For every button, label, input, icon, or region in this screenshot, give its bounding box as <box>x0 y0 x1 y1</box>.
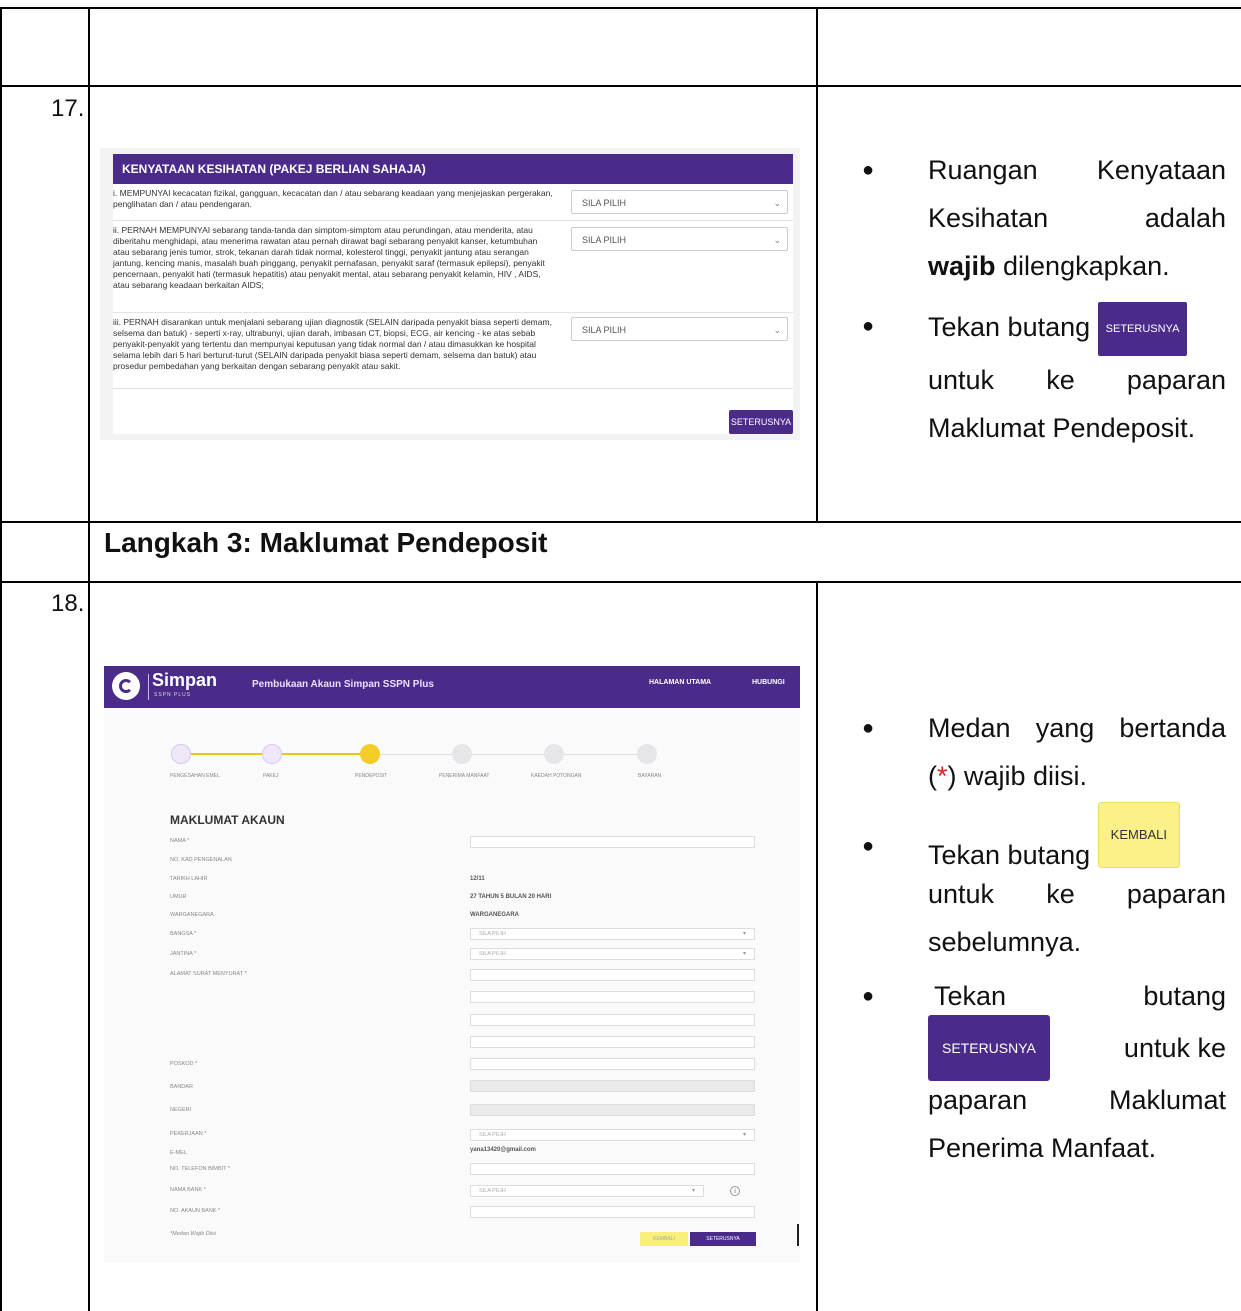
field-label: NO. TELEFON BIMBIT * <box>170 1166 231 1172</box>
text: Ruangan <box>928 155 1038 185</box>
health-question-2-select[interactable] <box>571 227 788 251</box>
field-label: WARGANEGARA <box>170 912 214 918</box>
text: paparan <box>1126 879 1226 909</box>
age-value: 27 TAHUN 5 BULAN 20 HARI <box>470 894 552 900</box>
health-question-3-select[interactable] <box>571 317 788 341</box>
birthdate-value: 12/11 <box>470 876 485 882</box>
emphasis-text: wajib <box>928 251 996 281</box>
health-question-1: i. MEMPUNYAI kecacatan fizikal, gangguan, kecacatan dan / atau sebarang keadaan yang menjejaskan pergerakan, penglihatan dan / atau pendengaran. <box>113 188 553 209</box>
text: untuk <box>928 365 995 395</box>
table-border-col1 <box>88 7 90 1311</box>
bullet-2 <box>862 812 1226 966</box>
field-label: NEGERI <box>170 1107 192 1113</box>
field-label: NAMA * <box>170 838 190 844</box>
health-question-2: ii. PERNAH MEMPUNYAI sebarang tanda-tanda dan simptom-simptom atau perundingan, atau menderita, atau diberitahu menghidapi, atau menerima rawatan atau pernah dirawat bagi sebarang penyakit kanser, ketumbuhan atau sebarang jenis tumor, strok, tekanan darah tidak normal, kolesterol tinggi, penyakit jantung atau serangan jantung, kencing manis, masalah buah pinggang, penyakit pernafasan, penyakit saraf (termasuk epilepsi), penyakit pencernaan, penyakit hati (termasuk hepatitis) atau penyakit mental, atau sebarang penyakit kelamin, HIV , AIDS, atau sebarang keadaan berkaitan AIDS; <box>113 225 545 290</box>
inline-next-button: SETERUSNYA <box>1098 302 1188 356</box>
health-declaration-card <box>113 154 793 434</box>
page-title: Pembukaan Akaun Simpan SSPN Plus <box>252 679 434 690</box>
chevron-down-icon: ⌄ <box>773 198 781 208</box>
back-button[interactable]: KEMBALI <box>640 1232 688 1246</box>
inline-back-button: KEMBALI <box>1098 802 1180 868</box>
step-label: PAKEJ <box>263 773 279 779</box>
row-number-18: 18. <box>51 590 85 617</box>
step-package-icon[interactable] <box>262 744 282 764</box>
field-label: NAMA BANK * <box>170 1187 206 1193</box>
text: ( <box>928 761 937 791</box>
text: Tekan butang <box>928 312 1091 343</box>
bank-account-input[interactable] <box>470 1206 755 1218</box>
table-border-row2 <box>0 521 1241 523</box>
caret-down-icon: ▾ <box>691 1188 695 1194</box>
form-section-title: MAKLUMAT AKAUN <box>170 813 285 827</box>
text: ) wajib diisi. <box>947 761 1088 791</box>
table-border-top <box>0 7 1241 9</box>
select-value: SILA PILIH <box>479 1188 506 1194</box>
inline-next-button: SETERUSNYA <box>928 1015 1050 1081</box>
step-email-icon[interactable] <box>171 744 191 764</box>
field-label: NO. AKAUN BANK * <box>170 1208 221 1214</box>
health-declaration-screenshot <box>100 148 800 440</box>
field-label: NO. KAD PENGENALAN <box>170 857 232 863</box>
table-border-col2b <box>816 581 818 1311</box>
row-number-17: 17. <box>51 95 85 122</box>
text-cursor <box>797 1224 799 1246</box>
caret-down-icon: ▾ <box>742 1132 746 1138</box>
info-icon[interactable]: i <box>730 1186 740 1196</box>
field-label: BANGSA * <box>170 931 197 937</box>
text: untuk <box>928 879 995 909</box>
step-3-title: Langkah 3: Maklumat Pendeposit <box>104 527 548 558</box>
logo-divider <box>148 674 149 700</box>
text: Penerima Manfaat. <box>928 1133 1157 1163</box>
top-navbar <box>104 666 800 708</box>
step-label: PENERIMA MANFAAT <box>439 773 490 779</box>
brand-name: Simpan <box>152 670 218 690</box>
step-depositor-icon[interactable] <box>360 744 380 764</box>
text: Tekan butang <box>928 840 1091 871</box>
phone-input[interactable] <box>470 1163 755 1175</box>
text: Maklumat <box>1108 1085 1226 1115</box>
caret-down-icon: ▾ <box>742 931 746 937</box>
text: dilengkapkan. <box>995 251 1170 281</box>
bullet-dot: ● <box>862 985 875 1007</box>
text: adalah <box>1144 203 1226 233</box>
nav-contact-link[interactable]: HUBUNGI <box>752 679 785 686</box>
address-line-2-input[interactable] <box>470 991 755 1003</box>
question-divider <box>113 312 793 313</box>
next-button[interactable]: SETERUSNYA <box>690 1232 756 1246</box>
select-value: SILA PILIH <box>582 325 627 335</box>
text: Tekan <box>934 981 1007 1011</box>
mandatory-note: *Medan Wajib Diisi <box>170 1231 217 1237</box>
bullet-dot: ● <box>862 315 875 337</box>
select-value: SILA PILIH <box>479 1132 506 1138</box>
health-question-1-select[interactable] <box>571 190 788 214</box>
citizenship-value: WARGANEGARA <box>470 912 519 918</box>
field-label: BANDAR <box>170 1084 193 1090</box>
select-value: SILA PILIH <box>479 951 506 957</box>
bullet-2 <box>862 302 1226 452</box>
chevron-down-icon: ⌄ <box>773 235 781 245</box>
instructions-17 <box>862 146 1226 452</box>
city-field <box>470 1080 755 1092</box>
caret-down-icon: ▾ <box>742 951 746 957</box>
bullet-dot: ● <box>862 717 875 739</box>
table-border-left <box>0 7 2 1311</box>
health-question-3: iii. PERNAH disarankan untuk menjalani sebarang ujian diagnostik (SELAIN daripada penyakit biasa seperti demam, selsema dan batuk) - seperti x-ray, ultrabunyi, ujian darah, imbasan CT, biopsi, ECG, air kencing - ke atas sebab penyakit-penyakit yang tertentu dan mempunyai keputusan yang tidak normal dan / atau dimasukkan ke hospital selama lebih dari 5 hari berturut-turut (SELAIN daripada penyakit biasa seperti demam, selsema dan batuk) atau prosedur pembedahan yang berkaitan dengan sebarang penyakit atau sakit. <box>113 317 552 371</box>
field-label: PEKERJAAN * <box>170 1131 207 1137</box>
brand-subtitle: SSPN PLUS <box>154 692 192 698</box>
bullet-dot: ● <box>862 159 875 181</box>
text: ke <box>1046 365 1075 395</box>
instructions-18 <box>862 704 1226 1172</box>
step-label: PENGESAHAN EMEL <box>170 773 220 779</box>
question-divider <box>113 388 793 389</box>
bullet-1 <box>862 704 1226 800</box>
text: paparan <box>1126 365 1226 395</box>
step-beneficiary-icon <box>452 744 472 764</box>
text: ke <box>1046 879 1075 909</box>
step-deduction-icon <box>544 744 564 764</box>
table-border-row3 <box>0 581 1241 583</box>
account-form-screenshot <box>104 666 800 1263</box>
bullet-dot: ● <box>862 835 875 857</box>
step-label: KAEDAH POTONGAN <box>531 773 582 779</box>
field-label: POSKOD * <box>170 1061 198 1067</box>
address-line-5-input[interactable] <box>470 1058 755 1070</box>
question-divider <box>113 220 793 221</box>
text: untuk ke <box>1123 1033 1226 1063</box>
table-border-col2a <box>816 7 818 521</box>
state-field <box>470 1104 755 1116</box>
field-label: E-MEL <box>170 1150 187 1156</box>
step-payment-icon <box>637 744 657 764</box>
address-line-4-input[interactable] <box>470 1036 755 1048</box>
progress-stepper <box>104 736 800 786</box>
text: bertanda <box>1119 713 1226 743</box>
bullet-1 <box>862 146 1226 290</box>
field-label: UMUR <box>170 894 187 900</box>
step-label: BAYARAN <box>638 773 662 779</box>
text: paparan <box>928 1085 1028 1115</box>
select-value: SILA PILIH <box>582 235 627 245</box>
stepper-line-pending <box>371 754 651 755</box>
select-value: SILA PILIH <box>479 931 506 937</box>
text: Maklumat Pendeposit. <box>928 413 1196 443</box>
chevron-down-icon: ⌄ <box>773 325 781 335</box>
text: sebelumnya. <box>928 927 1082 957</box>
email-value: yana13420@gmail.com <box>470 1147 536 1153</box>
text: Kenyataan <box>1096 155 1226 185</box>
required-star: * <box>937 761 948 791</box>
occupation-select[interactable] <box>470 1129 755 1141</box>
field-label: JANTINA * <box>170 951 197 957</box>
health-next-button[interactable]: SETERUSNYA <box>729 410 793 434</box>
bank-select[interactable] <box>470 1185 704 1197</box>
text: Medan <box>928 713 1011 743</box>
table-border-row1 <box>0 85 1241 87</box>
name-input[interactable] <box>470 836 755 848</box>
select-value: SILA PILIH <box>582 198 627 208</box>
gender-select[interactable] <box>470 948 755 960</box>
nav-home-link[interactable]: HALAMAN UTAMA <box>649 679 712 686</box>
text: butang <box>1143 981 1226 1011</box>
health-declaration-header: KENYATAAN KESIHATAN (PAKEJ BERLIAN SAHAJA) <box>113 154 793 184</box>
field-label: ALAMAT SURAT MENYURAT * <box>170 971 247 977</box>
race-select[interactable] <box>470 928 755 940</box>
simpan-logo-icon <box>112 672 140 700</box>
text: Kesihatan <box>928 203 1049 233</box>
step-label: PENDEPOSIT <box>355 773 388 779</box>
address-line-1-input[interactable] <box>470 969 755 981</box>
bullet-3 <box>862 972 1226 1172</box>
field-label: TARIKH LAHIR <box>170 876 208 882</box>
text: yang <box>1035 713 1095 743</box>
address-line-3-input[interactable] <box>470 1014 755 1026</box>
